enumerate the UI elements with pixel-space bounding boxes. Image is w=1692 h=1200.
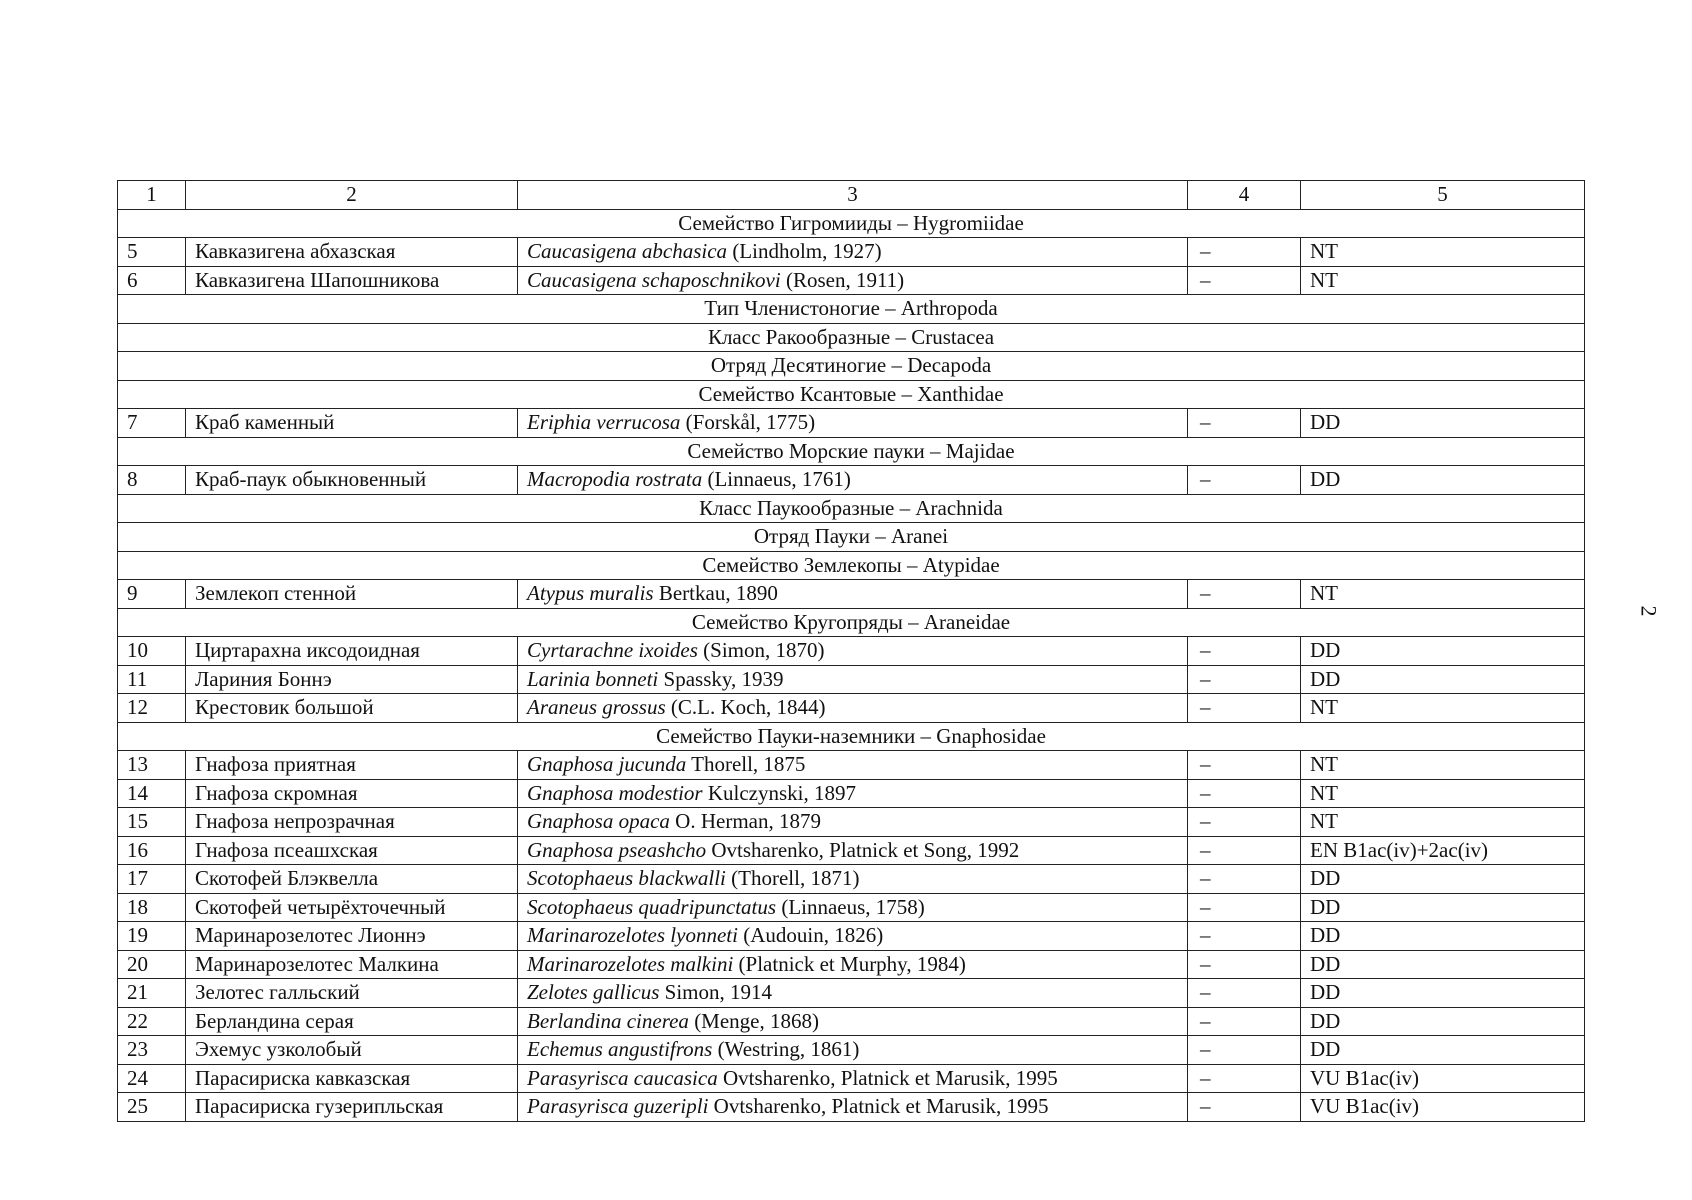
species-russian-name: Берландина серая (186, 1007, 518, 1036)
species-status: NT (1301, 751, 1585, 780)
species-russian-name: Циртарахна иксодоидная (186, 637, 518, 666)
species-number: 23 (118, 1036, 186, 1065)
taxon-group-row (118, 323, 1585, 352)
species-row (118, 1036, 1585, 1065)
species-number: 12 (118, 694, 186, 723)
species-number: 15 (118, 808, 186, 837)
species-russian-name: Зелотес галльский (186, 979, 518, 1008)
header-row (118, 181, 1585, 210)
species-scientific-name (518, 779, 1188, 808)
species-russian-name: Парасириска гузерипльская (186, 1093, 518, 1122)
column-header-4: 4 (1188, 181, 1301, 210)
species-status: NT (1301, 238, 1585, 267)
taxon-group-row (118, 295, 1585, 324)
species-scientific-name (518, 893, 1188, 922)
species-author: Bertkau, 1890 (653, 581, 778, 606)
species-author: Ovtsharenko, Platnick et Marusik, 1995 (717, 1065, 1058, 1090)
species-status: DD (1301, 922, 1585, 951)
taxon-group-title: Отряд Десятиногие – Decapoda (118, 352, 1585, 381)
species-number: 19 (118, 922, 186, 951)
species-latin-name: Macropodia rostrata (527, 467, 703, 492)
species-author: Ovtsharenko, Platnick et Song, 1992 (706, 837, 1020, 862)
species-row (118, 808, 1585, 837)
species-author: Ovtsharenko, Platnick et Marusik, 1995 (708, 1094, 1049, 1119)
species-russian-name: Гнафоза скромная (186, 779, 518, 808)
species-author: (Menge, 1868) (688, 1008, 819, 1033)
taxon-group-title: Класс Паукообразные – Arachnida (118, 494, 1585, 523)
species-row (118, 1064, 1585, 1093)
species-number: 16 (118, 836, 186, 865)
species-row (118, 836, 1585, 865)
species-scientific-name (518, 1064, 1188, 1093)
species-row (118, 865, 1585, 894)
species-author: Spassky, 1939 (658, 666, 784, 691)
species-scientific-name (518, 1093, 1188, 1122)
species-latin-name: Parasyrisca caucasica (527, 1065, 718, 1090)
species-author: (Forskål, 1775) (680, 410, 816, 435)
species-scientific-name (518, 979, 1188, 1008)
species-row (118, 238, 1585, 267)
species-category: – (1188, 1093, 1301, 1122)
species-author: (Audouin, 1826) (737, 923, 884, 948)
species-category: – (1188, 836, 1301, 865)
species-number: 17 (118, 865, 186, 894)
species-scientific-name (518, 950, 1188, 979)
species-status: DD (1301, 409, 1585, 438)
taxon-group-row (118, 437, 1585, 466)
species-scientific-name (518, 808, 1188, 837)
species-category: – (1188, 580, 1301, 609)
species-row (118, 409, 1585, 438)
species-russian-name: Маринарозелотес Лионнэ (186, 922, 518, 951)
species-author: (Linnaeus, 1758) (776, 894, 925, 919)
species-latin-name: Gnaphosa modestior (527, 780, 703, 805)
taxon-group-title: Семейство Ксантовые – Xanthidae (118, 380, 1585, 409)
species-russian-name: Краб каменный (186, 409, 518, 438)
species-latin-name: Zelotes gallicus (527, 980, 660, 1005)
species-latin-name: Parasyrisca guzeripli (527, 1094, 709, 1119)
species-status: NT (1301, 808, 1585, 837)
species-scientific-name (518, 694, 1188, 723)
species-author: O. Herman, 1879 (669, 809, 821, 834)
species-row (118, 580, 1585, 609)
species-status: DD (1301, 893, 1585, 922)
species-number: 25 (118, 1093, 186, 1122)
species-category: – (1188, 1064, 1301, 1093)
species-author: (Rosen, 1911) (780, 267, 905, 292)
species-category: – (1188, 779, 1301, 808)
species-scientific-name (518, 409, 1188, 438)
species-latin-name: Caucasigena abchasica (527, 239, 728, 264)
species-number: 8 (118, 466, 186, 495)
species-number: 22 (118, 1007, 186, 1036)
species-number: 11 (118, 665, 186, 694)
species-latin-name: Larinia bonneti (527, 666, 659, 691)
species-latin-name: Gnaphosa opaca (527, 809, 670, 834)
species-status: DD (1301, 865, 1585, 894)
species-scientific-name (518, 266, 1188, 295)
taxon-group-title: Класс Ракообразные – Crustacea (118, 323, 1585, 352)
species-category: – (1188, 1036, 1301, 1065)
species-scientific-name (518, 466, 1188, 495)
species-author: (Lindholm, 1927) (727, 239, 882, 264)
species-latin-name: Echemus angustifrons (527, 1037, 713, 1062)
species-number: 6 (118, 266, 186, 295)
species-row (118, 266, 1585, 295)
species-scientific-name (518, 238, 1188, 267)
species-status: DD (1301, 665, 1585, 694)
species-number: 21 (118, 979, 186, 1008)
species-scientific-name (518, 637, 1188, 666)
species-russian-name: Скотофей Блэквелла (186, 865, 518, 894)
species-category: – (1188, 637, 1301, 666)
species-number: 24 (118, 1064, 186, 1093)
species-latin-name: Cyrtarachne ixoides (527, 638, 698, 663)
species-row (118, 950, 1585, 979)
column-header-2: 2 (186, 181, 518, 210)
species-latin-name: Gnaphosa jucunda (527, 752, 687, 777)
species-russian-name: Краб-паук обыкновенный (186, 466, 518, 495)
species-russian-name: Маринарозелотес Малкина (186, 950, 518, 979)
species-status: DD (1301, 1007, 1585, 1036)
species-latin-name: Scotophaeus blackwalli (527, 866, 726, 891)
species-russian-name: Эхемус узколобый (186, 1036, 518, 1065)
species-scientific-name (518, 1036, 1188, 1065)
species-row (118, 893, 1585, 922)
species-latin-name: Marinarozelotes lyonneti (527, 923, 738, 948)
species-russian-name: Парасириска кавказская (186, 1064, 518, 1093)
taxon-group-title: Семейство Кругопряды – Araneidae (118, 608, 1585, 637)
taxon-group-title: Семейство Землекопы – Atypidae (118, 551, 1585, 580)
species-russian-name: Крестовик большой (186, 694, 518, 723)
species-status: VU B1ac(iv) (1301, 1093, 1585, 1122)
species-latin-name: Marinarozelotes malkini (527, 951, 734, 976)
species-status: NT (1301, 266, 1585, 295)
species-scientific-name (518, 580, 1188, 609)
species-scientific-name (518, 865, 1188, 894)
taxon-group-row (118, 722, 1585, 751)
species-row (118, 1093, 1585, 1122)
species-status: EN B1ac(iv)+2ac(iv) (1301, 836, 1585, 865)
species-status: DD (1301, 1036, 1585, 1065)
species-status: VU B1ac(iv) (1301, 1064, 1585, 1093)
taxon-group-title: Семейство Морские пауки – Majidae (118, 437, 1585, 466)
taxon-group-row (118, 380, 1585, 409)
taxon-group-row (118, 551, 1585, 580)
species-category: – (1188, 466, 1301, 495)
species-number: 14 (118, 779, 186, 808)
species-number: 9 (118, 580, 186, 609)
taxon-group-row (118, 209, 1585, 238)
species-number: 5 (118, 238, 186, 267)
species-russian-name: Кавказигена Шапошникова (186, 266, 518, 295)
taxon-group-title: Семейство Гигромииды – Hygromiidae (118, 209, 1585, 238)
column-header-5: 5 (1301, 181, 1585, 210)
species-category: – (1188, 409, 1301, 438)
species-row (118, 637, 1585, 666)
species-latin-name: Caucasigena schaposchnikovi (527, 267, 781, 292)
taxon-group-row (118, 352, 1585, 381)
species-row (118, 694, 1585, 723)
species-author: (Platnick et Murphy, 1984) (733, 951, 966, 976)
species-author: (Simon, 1870) (697, 638, 825, 663)
species-russian-name: Лариния Боннэ (186, 665, 518, 694)
species-category: – (1188, 238, 1301, 267)
species-latin-name: Gnaphosa pseashcho (527, 837, 707, 862)
species-number: 10 (118, 637, 186, 666)
species-row (118, 979, 1585, 1008)
species-category: – (1188, 808, 1301, 837)
species-category: – (1188, 865, 1301, 894)
species-row (118, 779, 1585, 808)
species-category: – (1188, 751, 1301, 780)
species-author: (Thorell, 1871) (725, 866, 860, 891)
species-number: 18 (118, 893, 186, 922)
species-row (118, 1007, 1585, 1036)
page-number: 2 (1636, 605, 1662, 617)
species-latin-name: Araneus grossus (527, 695, 666, 720)
species-latin-name: Atypus muralis (527, 581, 654, 606)
column-header-1: 1 (118, 181, 186, 210)
species-row (118, 751, 1585, 780)
species-category: – (1188, 665, 1301, 694)
species-status: DD (1301, 637, 1585, 666)
species-author: (Linnaeus, 1761) (702, 467, 851, 492)
species-row (118, 665, 1585, 694)
species-russian-name: Землекоп стенной (186, 580, 518, 609)
table-body (118, 181, 1585, 1122)
species-latin-name: Berlandina cinerea (527, 1008, 689, 1033)
species-category: – (1188, 1007, 1301, 1036)
species-scientific-name (518, 751, 1188, 780)
species-status: NT (1301, 580, 1585, 609)
species-author: (Westring, 1861) (712, 1037, 860, 1062)
species-status: NT (1301, 694, 1585, 723)
species-scientific-name (518, 922, 1188, 951)
species-russian-name: Гнафоза псеашхская (186, 836, 518, 865)
species-status: DD (1301, 950, 1585, 979)
species-row (118, 466, 1585, 495)
species-row (118, 922, 1585, 951)
species-scientific-name (518, 836, 1188, 865)
species-number: 7 (118, 409, 186, 438)
species-category: – (1188, 950, 1301, 979)
species-category: – (1188, 266, 1301, 295)
species-status: DD (1301, 979, 1585, 1008)
species-scientific-name (518, 1007, 1188, 1036)
species-author: Thorell, 1875 (686, 752, 806, 777)
species-author: Simon, 1914 (659, 980, 773, 1005)
species-category: – (1188, 979, 1301, 1008)
species-author: (C.L. Koch, 1844) (665, 695, 826, 720)
species-category: – (1188, 893, 1301, 922)
species-russian-name: Скотофей четырёхточечный (186, 893, 518, 922)
species-status: DD (1301, 466, 1585, 495)
taxon-group-row (118, 494, 1585, 523)
species-category: – (1188, 694, 1301, 723)
species-category: – (1188, 922, 1301, 951)
taxon-group-title: Семейство Пауки-наземники – Gnaphosidae (118, 722, 1585, 751)
species-status: NT (1301, 779, 1585, 808)
species-number: 20 (118, 950, 186, 979)
taxon-group-row (118, 523, 1585, 552)
species-latin-name: Eriphia verrucosa (527, 410, 681, 435)
species-scientific-name (518, 665, 1188, 694)
species-russian-name: Гнафоза непрозрачная (186, 808, 518, 837)
species-number: 13 (118, 751, 186, 780)
taxon-group-row (118, 608, 1585, 637)
species-latin-name: Scotophaeus quadripunctatus (527, 894, 777, 919)
species-author: Kulczynski, 1897 (702, 780, 856, 805)
taxon-group-title: Отряд Пауки – Aranei (118, 523, 1585, 552)
species-russian-name: Кавказигена абхазская (186, 238, 518, 267)
species-table (117, 180, 1585, 1122)
column-header-3: 3 (518, 181, 1188, 210)
species-russian-name: Гнафоза приятная (186, 751, 518, 780)
taxon-group-title: Тип Членистоногие – Arthropoda (118, 295, 1585, 324)
